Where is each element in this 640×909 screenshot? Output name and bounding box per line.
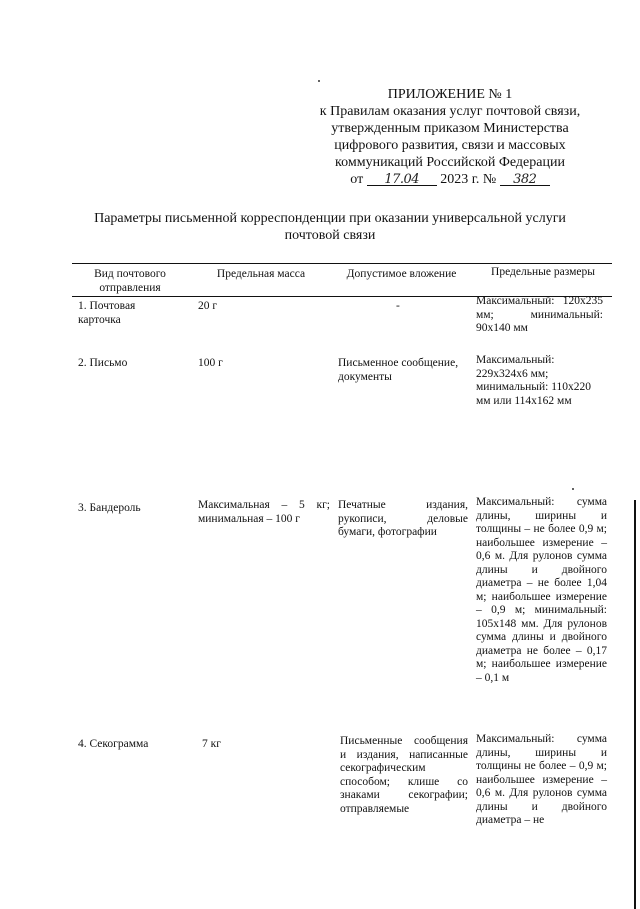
appendix-line-2: утвержденным приказом Министерства (331, 121, 569, 136)
row4-type: 4. Секограмма (78, 738, 149, 750)
row2-mass: 100 г (198, 357, 223, 369)
header-contents: Допустимое вложение (346, 268, 457, 280)
handwritten-date-text: 17.04 (384, 172, 420, 187)
handwritten-date (367, 171, 437, 188)
row2-type: 2. Письмо (78, 357, 128, 369)
row4-mass: 7 кг (202, 738, 221, 750)
handwritten-number (500, 171, 550, 188)
appendix-date-line (290, 171, 610, 188)
row1-contents: - (396, 300, 400, 312)
row1-type: 1. Почтовая карточка (78, 300, 136, 326)
row2-sizes: Максимальный: 229x324x6 мм; минимальный: 110x220 мм или 114x162 мм (476, 354, 592, 407)
appendix-line-3: цифрового развития, связи и массовых (334, 138, 566, 153)
scan-speck (572, 488, 574, 490)
date-suffix: 2023 г. № (440, 172, 497, 187)
appendix-block (290, 86, 610, 188)
row3-contents: Печатные издания, рукописи, деловые бумаги, фотографии (338, 499, 468, 538)
appendix-line-4: коммуникаций Российской Федерации (335, 155, 565, 170)
document-title (70, 210, 590, 244)
row3-type: 3. Бандероль (78, 502, 141, 514)
header-mass: Предельная масса (216, 268, 306, 280)
header-type: Вид почтового отправления (94, 268, 166, 294)
title-line-2: почтовой связи (284, 228, 376, 243)
row1-sizes: Максимальный: 120x235 мм; минимальный: 90x140 мм (476, 295, 603, 334)
table-top-rule (72, 263, 612, 264)
row1-mass: 20 г (198, 300, 218, 312)
appendix-line-1: к Правилам оказания услуг почтовой связи, (319, 104, 581, 119)
row4-contents: Письменные сообщения и издания, написанные секографическим способом; клише со знаками секографии; отправляемые (340, 735, 468, 815)
row2-contents: Письменное сообщение, документы (338, 357, 459, 383)
date-prefix: от (350, 172, 364, 187)
row4-sizes: Максимальный: сумма длины, ширины и толщины не более – 0,9 м; наибольшее измерение – 0,6 м. Для рулонов сумма длины и двойного диаметра – не (476, 733, 607, 826)
row3-sizes: Максимальный: сумма длины, ширины и толщины – не более 0,9 м; наибольшее измерение – 0,6 м. Для рулонов сумма длины и двойного диаметра – не более 1,04 м; наибольшее измерение – 0,9 м; минимальный: 105x148 мм. Для рулонов сумма длины и двойного диаметра не более – 0,17 м; наибольшее измерение – 0,1 м (476, 496, 607, 684)
row3-mass: Максимальная – 5 кг; минимальная – 100 г (198, 499, 330, 525)
scan-speck (318, 80, 320, 82)
header-sizes: Предельные размеры (491, 266, 595, 278)
handwritten-number-text: 382 (513, 172, 537, 187)
scan-edge-bar (634, 500, 636, 909)
title-line-1: Параметры письменной корреспонденции при оказании универсальной услуги (94, 211, 566, 226)
appendix-heading: ПРИЛОЖЕНИЕ № 1 (387, 87, 513, 102)
